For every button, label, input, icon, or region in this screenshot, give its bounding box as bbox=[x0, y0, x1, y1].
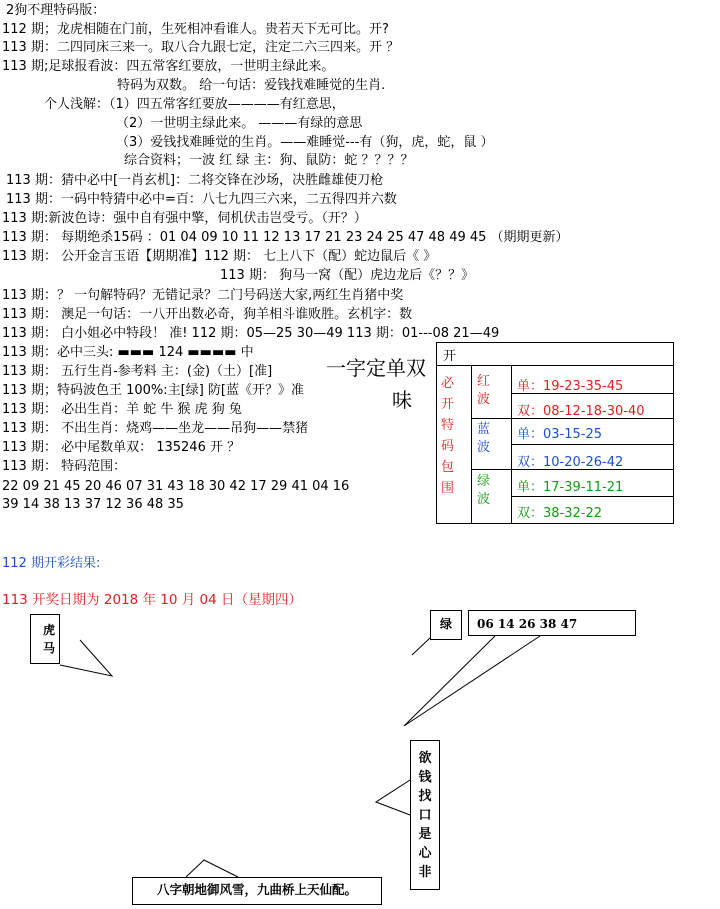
text-line: 113 期： 白小姐必中特段！ 准! 112 期：05—25 30—49 113 期：01---08 21—49 bbox=[2, 326, 500, 341]
wave-table-left-label: 必开特码包围 bbox=[441, 376, 455, 496]
wave-table-title: 开 bbox=[443, 349, 457, 364]
text-line: （2）一世明主绿此来。 ———有绿的意思 bbox=[116, 116, 363, 131]
number-range-line: 39 14 38 13 37 12 36 48 35 bbox=[2, 497, 184, 512]
text-line: 112 期；龙虎相随在门前，生死相冲看谁人。贵若天下无可比。开? bbox=[2, 22, 389, 37]
text-line: 113 期:新波色诗：强中自有强中擎，伺机伏击岂受亏。（开？） bbox=[2, 211, 367, 226]
callout-numbers: 06 14 26 38 47 bbox=[468, 610, 636, 636]
callout-green: 绿 bbox=[430, 610, 462, 640]
wave-red-label: 红波 bbox=[477, 374, 491, 407]
text-line: 113 期： 必出生肖：羊 蛇 牛 猴 虎 狗 兔 bbox=[2, 402, 242, 417]
wave-row: 单：03-15-25 bbox=[517, 427, 603, 442]
text-line: 113 期；特码波色王 100%:主[绿] 防[蓝《开？》准 bbox=[2, 383, 304, 398]
callout-tiger-horse: 虎 马 bbox=[30, 614, 60, 664]
text-line: 113 期;足球报看波：四五常客红要放，一世明主绿此来。 bbox=[2, 59, 335, 74]
draw-date: 113 开奖日期为 2018 年 10 月 04 日（星期四） bbox=[2, 592, 303, 608]
wave-row: 双：38-32-22 bbox=[517, 506, 603, 521]
text-line: 113 期：猜中必中[一肖玄机]：二将交锋在沙场，决胜雌雄使刀枪 bbox=[6, 173, 384, 188]
big-label-2: 味 bbox=[392, 388, 412, 412]
text-line: 113 期： 澳足一句话：一八开出数必奇，狗羊相斗谁败胜。玄机字：数 bbox=[2, 307, 413, 322]
text-line: 113 期： 每期绝杀15码 ：01 04 09 10 11 12 13 17 21 23 24 25 47 48 49 45 （期期更新） bbox=[2, 230, 569, 245]
callout-poem: 八字朝地御风雪，九曲桥上天仙配。 bbox=[132, 877, 382, 905]
text-line: 综合资料；一波 红 绿 主：狗、鼠防：蛇 ？？？？ bbox=[124, 153, 414, 168]
text-line: 113 期： 必中尾数单双： 135246 开 ？ bbox=[2, 440, 241, 455]
wave-green-label: 绿波 bbox=[477, 474, 491, 507]
callout-money: 欲 钱 找 口 是 心 非 bbox=[410, 740, 440, 890]
text-line: 113 期：必中三头: ▬▬▬ 124 ▬▬▬▬ 中 bbox=[2, 345, 254, 360]
page-header: 2狗不理特码版： bbox=[6, 3, 106, 18]
result-title: 112 期开彩结果: bbox=[2, 556, 101, 571]
text-line: 113 期： 特码范围： bbox=[2, 459, 127, 474]
text-line: （3）爱钱找难睡觉的生肖。——难睡觉---有（狗，虎，蛇，鼠 ） bbox=[116, 135, 494, 150]
text-line: 113 期：？ 一句解特码？无错记录？二门号码送大家,两红生肖猪中奖 bbox=[2, 288, 404, 303]
text-line: 特码为双数。 给一句话：爱钱找难睡觉的生肖. bbox=[117, 78, 386, 93]
text-line: 个人浅解：（1）四五常客红要放————有红意思， bbox=[44, 97, 345, 112]
wave-row: 单：19-23-35-45 bbox=[517, 379, 624, 394]
number-range-line: 22 09 21 45 20 46 07 31 43 18 30 42 17 29 41 04 16 bbox=[2, 479, 350, 494]
text-line: 113 期： 不出生肖：烧鸡——坐龙——吊狗——禁猪 bbox=[2, 421, 309, 436]
text-line: 113 期： 五行生肖-参考料 主：(金)（土）[准] bbox=[2, 364, 273, 379]
wave-blue-label: 蓝波 bbox=[477, 422, 491, 455]
big-label: 一字定单双 bbox=[326, 356, 426, 380]
wave-row: 双：10-20-26-42 bbox=[517, 455, 624, 470]
wave-row: 双：08-12-18-30-40 bbox=[517, 404, 645, 419]
wave-row: 单：17-39-11-21 bbox=[517, 480, 624, 495]
text-line: 113 期： 狗马一窝（配）虎边龙后《？？》 bbox=[220, 268, 475, 283]
text-line: 113 期：二四同床三来一。取八合九跟七定，注定二六三四来。开 ？ bbox=[2, 40, 400, 55]
text-line: 113 期： 公开金言玉语【期期准】112 期： 七上八下（配）蛇边鼠后《 》 bbox=[2, 249, 437, 264]
text-line: 113 期：一码中特猜中必中=百：八七九四三六来，二五得四并六数 bbox=[6, 192, 397, 207]
